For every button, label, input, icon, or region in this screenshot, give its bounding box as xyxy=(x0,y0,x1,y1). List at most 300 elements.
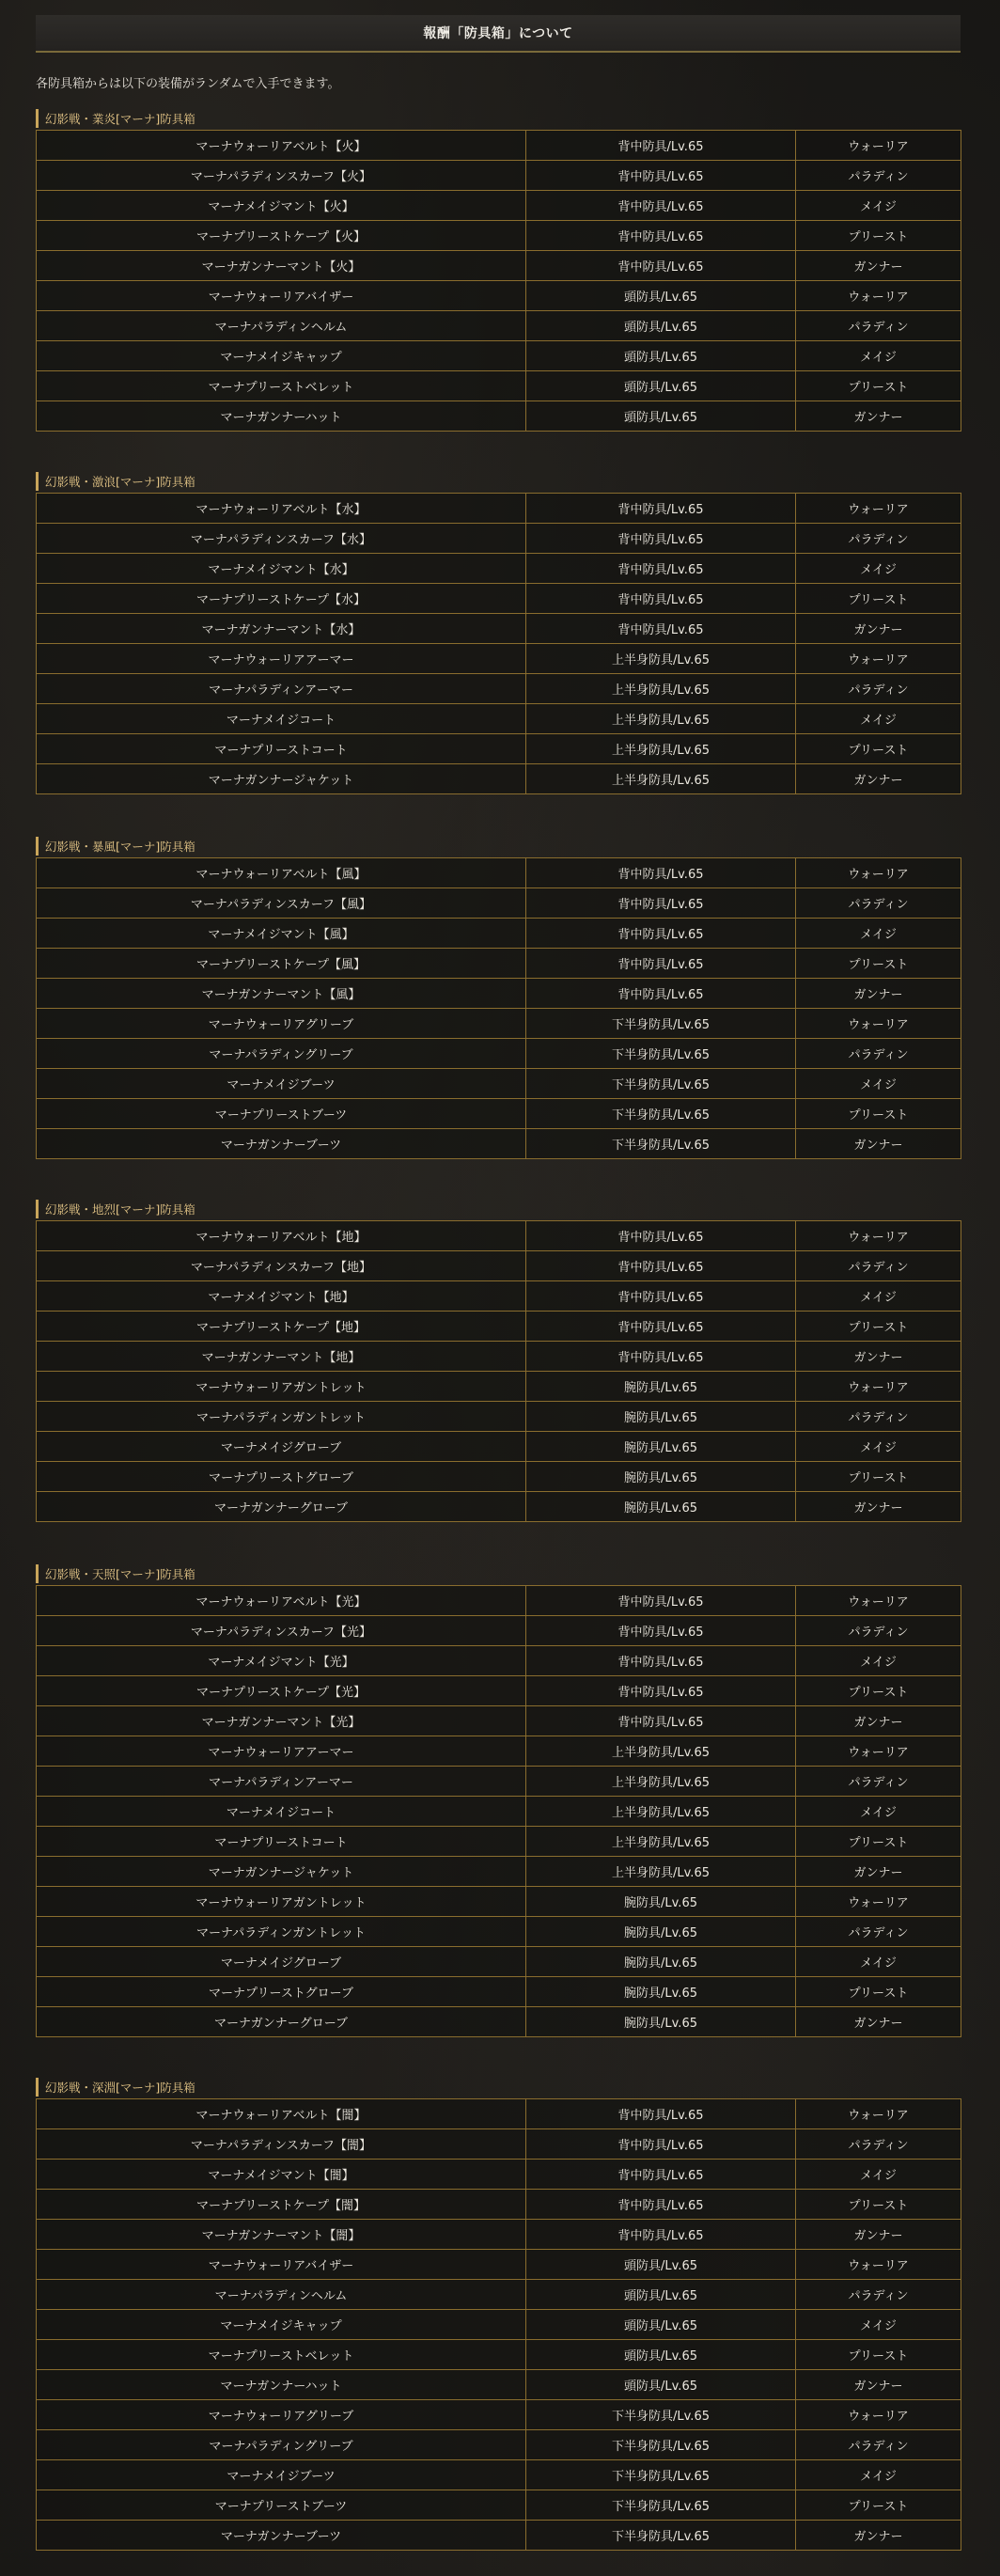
table-row xyxy=(37,888,961,919)
item-class-cell: ウォーリア xyxy=(796,494,961,524)
item-class-cell: ガンナー xyxy=(796,2370,961,2400)
table-row xyxy=(37,1706,961,1736)
table-row xyxy=(37,371,961,401)
item-type-cell: 上半身防具/Lv.65 xyxy=(526,1857,796,1887)
table-row xyxy=(37,1251,961,1281)
item-class-cell: ガンナー xyxy=(796,1342,961,1372)
item-type-cell: 背中防具/Lv.65 xyxy=(526,919,796,949)
item-class-cell: ウォーリア xyxy=(796,1586,961,1616)
table-row xyxy=(37,1432,961,1462)
table-row xyxy=(37,919,961,949)
section-heading: 幻影戦・天照[マーナ]防具箱 xyxy=(36,1564,961,1583)
table-row xyxy=(37,1917,961,1947)
item-type-cell: 背中防具/Lv.65 xyxy=(526,1586,796,1616)
item-type-cell: 上半身防具/Lv.65 xyxy=(526,1767,796,1797)
item-type-cell: 背中防具/Lv.65 xyxy=(526,584,796,614)
item-name-cell: マーナパラディンスカーフ【闇】 xyxy=(37,2129,526,2160)
item-name-cell: マーナプリーストグローブ xyxy=(37,1977,526,2007)
item-class-cell: ガンナー xyxy=(796,1706,961,1736)
table-row xyxy=(37,2250,961,2280)
item-name-cell: マーナウォーリアバイザー xyxy=(37,281,526,311)
item-type-cell: 頭防具/Lv.65 xyxy=(526,401,796,432)
item-type-cell: 背中防具/Lv.65 xyxy=(526,191,796,221)
table-row xyxy=(37,2160,961,2190)
table-row xyxy=(37,1342,961,1372)
item-type-cell: 背中防具/Lv.65 xyxy=(526,2190,796,2220)
item-name-cell: マーナプリーストグローブ xyxy=(37,1462,526,1492)
table-row xyxy=(37,401,961,432)
item-type-cell: 頭防具/Lv.65 xyxy=(526,2340,796,2370)
item-class-cell: ガンナー xyxy=(796,1857,961,1887)
item-class-cell: プリースト xyxy=(796,2340,961,2370)
table-row xyxy=(37,1887,961,1917)
item-type-cell: 背中防具/Lv.65 xyxy=(526,1221,796,1251)
item-name-cell: マーナガンナーマント【水】 xyxy=(37,614,526,644)
item-name-cell: マーナプリーストケープ【地】 xyxy=(37,1312,526,1342)
table-row xyxy=(37,2400,961,2430)
item-name-cell: マーナメイジマント【風】 xyxy=(37,919,526,949)
item-type-cell: 腕防具/Lv.65 xyxy=(526,1372,796,1402)
table-row xyxy=(37,1586,961,1616)
item-name-cell: マーナウォーリアベルト【闇】 xyxy=(37,2099,526,2129)
item-name-cell: マーナプリーストケープ【闇】 xyxy=(37,2190,526,2220)
item-type-cell: 背中防具/Lv.65 xyxy=(526,1342,796,1372)
item-name-cell: マーナガンナーマント【光】 xyxy=(37,1706,526,1736)
item-class-cell: ガンナー xyxy=(796,764,961,794)
item-class-cell: ウォーリア xyxy=(796,2099,961,2129)
item-class-cell: パラディン xyxy=(796,2430,961,2460)
item-name-cell: マーナメイジマント【火】 xyxy=(37,191,526,221)
item-class-cell: パラディン xyxy=(796,888,961,919)
item-type-cell: 上半身防具/Lv.65 xyxy=(526,734,796,764)
item-name-cell: マーナパラディンスカーフ【地】 xyxy=(37,1251,526,1281)
items-table xyxy=(36,1585,961,2037)
item-class-cell: パラディン xyxy=(796,674,961,704)
item-class-cell: パラディン xyxy=(796,311,961,341)
armor-box-section xyxy=(36,1564,961,2037)
table-row xyxy=(37,341,961,371)
table-row xyxy=(37,1646,961,1676)
item-class-cell: メイジ xyxy=(796,554,961,584)
item-name-cell: マーナプリーストベレット xyxy=(37,371,526,401)
item-class-cell: ウォーリア xyxy=(796,858,961,888)
section-heading: 幻影戦・暴風[マーナ]防具箱 xyxy=(36,837,961,856)
table-row xyxy=(37,2190,961,2220)
item-class-cell: ウォーリア xyxy=(796,1887,961,1917)
intro-text: 各防具箱からは以下の装備がランダムで入手できます。 xyxy=(36,77,340,91)
item-name-cell: マーナパラディンヘルム xyxy=(37,311,526,341)
table-row xyxy=(37,1221,961,1251)
item-name-cell: マーナメイジキャップ xyxy=(37,341,526,371)
item-type-cell: 頭防具/Lv.65 xyxy=(526,281,796,311)
item-class-cell: プリースト xyxy=(796,584,961,614)
item-class-cell: ウォーリア xyxy=(796,1221,961,1251)
item-class-cell: ガンナー xyxy=(796,2220,961,2250)
items-table xyxy=(36,2098,961,2551)
item-type-cell: 下半身防具/Lv.65 xyxy=(526,1099,796,1129)
item-name-cell: マーナプリーストベレット xyxy=(37,2340,526,2370)
table-row xyxy=(37,2521,961,2551)
items-table xyxy=(36,1220,961,1522)
item-type-cell: 頭防具/Lv.65 xyxy=(526,2280,796,2310)
item-type-cell: 腕防具/Lv.65 xyxy=(526,1917,796,1947)
item-type-cell: 背中防具/Lv.65 xyxy=(526,2129,796,2160)
item-class-cell: プリースト xyxy=(796,1099,961,1129)
item-name-cell: マーナメイジブーツ xyxy=(37,1069,526,1099)
table-row xyxy=(37,1312,961,1342)
item-class-cell: プリースト xyxy=(796,1977,961,2007)
item-name-cell: マーナガンナーハット xyxy=(37,2370,526,2400)
item-name-cell: マーナプリーストブーツ xyxy=(37,1099,526,1129)
item-type-cell: 頭防具/Lv.65 xyxy=(526,2250,796,2280)
table-row xyxy=(37,524,961,554)
item-name-cell: マーナパラディンスカーフ【風】 xyxy=(37,888,526,919)
item-class-cell: ウォーリア xyxy=(796,2250,961,2280)
item-class-cell: ウォーリア xyxy=(796,644,961,674)
section-heading: 幻影戦・深淵[マーナ]防具箱 xyxy=(36,2078,961,2097)
armor-box-section xyxy=(36,1200,961,1522)
item-class-cell: ガンナー xyxy=(796,1492,961,1522)
item-class-cell: パラディン xyxy=(796,524,961,554)
item-class-cell: メイジ xyxy=(796,1432,961,1462)
item-type-cell: 背中防具/Lv.65 xyxy=(526,554,796,584)
armor-box-section xyxy=(36,109,961,432)
table-row xyxy=(37,1616,961,1646)
item-class-cell: プリースト xyxy=(796,2190,961,2220)
item-name-cell: マーナガンナーグローブ xyxy=(37,2007,526,2037)
items-table xyxy=(36,493,961,794)
table-row xyxy=(37,584,961,614)
item-type-cell: 下半身防具/Lv.65 xyxy=(526,2490,796,2521)
item-type-cell: 背中防具/Lv.65 xyxy=(526,1706,796,1736)
table-row xyxy=(37,2280,961,2310)
item-class-cell: ウォーリア xyxy=(796,131,961,161)
item-type-cell: 上半身防具/Lv.65 xyxy=(526,1827,796,1857)
item-class-cell: メイジ xyxy=(796,1797,961,1827)
item-class-cell: プリースト xyxy=(796,2490,961,2521)
item-name-cell: マーナプリーストコート xyxy=(37,734,526,764)
item-name-cell: マーナメイジマント【地】 xyxy=(37,1281,526,1312)
item-name-cell: マーナガンナーマント【地】 xyxy=(37,1342,526,1372)
item-class-cell: ガンナー xyxy=(796,1129,961,1159)
item-type-cell: 腕防具/Lv.65 xyxy=(526,1492,796,1522)
item-name-cell: マーナメイジコート xyxy=(37,704,526,734)
item-name-cell: マーナメイジグローブ xyxy=(37,1432,526,1462)
item-class-cell: ウォーリア xyxy=(796,281,961,311)
table-row xyxy=(37,2340,961,2370)
item-name-cell: マーナメイジマント【闇】 xyxy=(37,2160,526,2190)
item-class-cell: プリースト xyxy=(796,1827,961,1857)
item-class-cell: プリースト xyxy=(796,734,961,764)
item-type-cell: 背中防具/Lv.65 xyxy=(526,1616,796,1646)
item-class-cell: パラディン xyxy=(796,161,961,191)
armor-box-section xyxy=(36,837,961,1159)
item-name-cell: マーナガンナーブーツ xyxy=(37,2521,526,2551)
item-class-cell: ガンナー xyxy=(796,614,961,644)
item-name-cell: マーナプリーストケープ【光】 xyxy=(37,1676,526,1706)
item-class-cell: メイジ xyxy=(796,341,961,371)
table-row xyxy=(37,554,961,584)
item-class-cell: パラディン xyxy=(796,1767,961,1797)
table-row xyxy=(37,1736,961,1767)
item-class-cell: メイジ xyxy=(796,919,961,949)
table-row xyxy=(37,1009,961,1039)
item-class-cell: パラディン xyxy=(796,1917,961,1947)
item-type-cell: 下半身防具/Lv.65 xyxy=(526,2521,796,2551)
table-row xyxy=(37,2099,961,2129)
item-type-cell: 上半身防具/Lv.65 xyxy=(526,1797,796,1827)
item-class-cell: ウォーリア xyxy=(796,1372,961,1402)
table-row xyxy=(37,2310,961,2340)
table-row xyxy=(37,704,961,734)
item-class-cell: プリースト xyxy=(796,221,961,251)
item-type-cell: 頭防具/Lv.65 xyxy=(526,341,796,371)
item-class-cell: メイジ xyxy=(796,191,961,221)
item-type-cell: 下半身防具/Lv.65 xyxy=(526,2430,796,2460)
item-name-cell: マーナウォーリアベルト【光】 xyxy=(37,1586,526,1616)
item-type-cell: 背中防具/Lv.65 xyxy=(526,2160,796,2190)
table-row xyxy=(37,2460,961,2490)
item-class-cell: ウォーリア xyxy=(796,1736,961,1767)
item-name-cell: マーナウォーリアアーマー xyxy=(37,1736,526,1767)
item-type-cell: 背中防具/Lv.65 xyxy=(526,161,796,191)
item-type-cell: 頭防具/Lv.65 xyxy=(526,311,796,341)
table-row xyxy=(37,1281,961,1312)
item-class-cell: プリースト xyxy=(796,1312,961,1342)
item-class-cell: プリースト xyxy=(796,1676,961,1706)
items-table xyxy=(36,857,961,1159)
item-class-cell: ガンナー xyxy=(796,251,961,281)
table-row xyxy=(37,221,961,251)
table-row xyxy=(37,1797,961,1827)
item-class-cell: パラディン xyxy=(796,2280,961,2310)
item-type-cell: 背中防具/Lv.65 xyxy=(526,524,796,554)
item-name-cell: マーナメイジグローブ xyxy=(37,1947,526,1977)
item-name-cell: マーナウォーリアグリーブ xyxy=(37,1009,526,1039)
item-class-cell: メイジ xyxy=(796,704,961,734)
item-type-cell: 背中防具/Lv.65 xyxy=(526,858,796,888)
item-type-cell: 上半身防具/Lv.65 xyxy=(526,674,796,704)
table-row xyxy=(37,2220,961,2250)
item-type-cell: 背中防具/Lv.65 xyxy=(526,1281,796,1312)
item-class-cell: メイジ xyxy=(796,2160,961,2190)
items-table xyxy=(36,130,961,432)
table-row xyxy=(37,1099,961,1129)
item-type-cell: 頭防具/Lv.65 xyxy=(526,2310,796,2340)
item-class-cell: ガンナー xyxy=(796,2007,961,2037)
item-type-cell: 背中防具/Lv.65 xyxy=(526,2220,796,2250)
item-name-cell: マーナメイジブーツ xyxy=(37,2460,526,2490)
item-name-cell: マーナガンナーマント【火】 xyxy=(37,251,526,281)
item-type-cell: 背中防具/Lv.65 xyxy=(526,1646,796,1676)
table-row xyxy=(37,1767,961,1797)
item-name-cell: マーナガンナーブーツ xyxy=(37,1129,526,1159)
table-row xyxy=(37,949,961,979)
item-type-cell: 上半身防具/Lv.65 xyxy=(526,764,796,794)
item-class-cell: プリースト xyxy=(796,1462,961,1492)
table-row xyxy=(37,1827,961,1857)
item-class-cell: メイジ xyxy=(796,1646,961,1676)
section-heading: 幻影戦・業炎[マーナ]防具箱 xyxy=(36,109,961,128)
item-name-cell: マーナプリーストブーツ xyxy=(37,2490,526,2521)
item-name-cell: マーナメイジマント【水】 xyxy=(37,554,526,584)
item-type-cell: 背中防具/Lv.65 xyxy=(526,1312,796,1342)
item-name-cell: マーナプリーストケープ【火】 xyxy=(37,221,526,251)
table-row xyxy=(37,191,961,221)
item-type-cell: 上半身防具/Lv.65 xyxy=(526,644,796,674)
item-name-cell: マーナウォーリアベルト【地】 xyxy=(37,1221,526,1251)
table-row xyxy=(37,2007,961,2037)
table-row xyxy=(37,281,961,311)
item-name-cell: マーナウォーリアガントレット xyxy=(37,1887,526,1917)
item-name-cell: マーナパラディングリーブ xyxy=(37,2430,526,2460)
page-title-text: 報酬「防具箱」について xyxy=(423,26,573,41)
item-class-cell: ウォーリア xyxy=(796,2400,961,2430)
item-name-cell: マーナパラディンアーマー xyxy=(37,1767,526,1797)
item-name-cell: マーナウォーリアガントレット xyxy=(37,1372,526,1402)
item-type-cell: 背中防具/Lv.65 xyxy=(526,888,796,919)
item-type-cell: 背中防具/Lv.65 xyxy=(526,221,796,251)
item-class-cell: パラディン xyxy=(796,1251,961,1281)
table-row xyxy=(37,1069,961,1099)
item-class-cell: パラディン xyxy=(796,1402,961,1432)
item-name-cell: マーナプリーストケープ【風】 xyxy=(37,949,526,979)
table-row xyxy=(37,858,961,888)
table-row xyxy=(37,1857,961,1887)
table-row xyxy=(37,2430,961,2460)
item-type-cell: 上半身防具/Lv.65 xyxy=(526,1736,796,1767)
item-class-cell: メイジ xyxy=(796,1281,961,1312)
table-row xyxy=(37,1676,961,1706)
table-row xyxy=(37,311,961,341)
item-name-cell: マーナウォーリアバイザー xyxy=(37,2250,526,2280)
item-type-cell: 背中防具/Lv.65 xyxy=(526,2099,796,2129)
item-name-cell: マーナガンナージャケット xyxy=(37,764,526,794)
item-type-cell: 背中防具/Lv.65 xyxy=(526,949,796,979)
item-type-cell: 背中防具/Lv.65 xyxy=(526,1251,796,1281)
item-name-cell: マーナパラディンアーマー xyxy=(37,674,526,704)
item-class-cell: メイジ xyxy=(796,2310,961,2340)
item-class-cell: ウォーリア xyxy=(796,1009,961,1039)
item-type-cell: 上半身防具/Lv.65 xyxy=(526,704,796,734)
armor-box-section xyxy=(36,2078,961,2551)
table-row xyxy=(37,251,961,281)
item-name-cell: マーナガンナーグローブ xyxy=(37,1492,526,1522)
table-row xyxy=(37,1039,961,1069)
item-class-cell: ガンナー xyxy=(796,979,961,1009)
item-name-cell: マーナパラディンスカーフ【光】 xyxy=(37,1616,526,1646)
page-title xyxy=(36,15,961,53)
item-type-cell: 腕防具/Lv.65 xyxy=(526,1947,796,1977)
table-row xyxy=(37,644,961,674)
item-name-cell: マーナパラディンガントレット xyxy=(37,1402,526,1432)
table-row xyxy=(37,1372,961,1402)
item-name-cell: マーナパラディングリーブ xyxy=(37,1039,526,1069)
table-row xyxy=(37,2129,961,2160)
item-type-cell: 腕防具/Lv.65 xyxy=(526,1402,796,1432)
item-name-cell: マーナメイジマント【光】 xyxy=(37,1646,526,1676)
item-class-cell: ガンナー xyxy=(796,2521,961,2551)
table-row xyxy=(37,614,961,644)
item-class-cell: メイジ xyxy=(796,2460,961,2490)
item-type-cell: 下半身防具/Lv.65 xyxy=(526,1129,796,1159)
item-type-cell: 腕防具/Lv.65 xyxy=(526,1887,796,1917)
table-row xyxy=(37,1462,961,1492)
section-heading: 幻影戦・地烈[マーナ]防具箱 xyxy=(36,1200,961,1218)
item-name-cell: マーナウォーリアベルト【水】 xyxy=(37,494,526,524)
table-row xyxy=(37,1129,961,1159)
table-row xyxy=(37,1947,961,1977)
item-type-cell: 下半身防具/Lv.65 xyxy=(526,1009,796,1039)
item-name-cell: マーナウォーリアベルト【風】 xyxy=(37,858,526,888)
item-name-cell: マーナウォーリアグリーブ xyxy=(37,2400,526,2430)
item-class-cell: ガンナー xyxy=(796,401,961,432)
table-row xyxy=(37,1402,961,1432)
item-name-cell: マーナガンナージャケット xyxy=(37,1857,526,1887)
item-type-cell: 背中防具/Lv.65 xyxy=(526,614,796,644)
item-name-cell: マーナウォーリアアーマー xyxy=(37,644,526,674)
item-type-cell: 腕防具/Lv.65 xyxy=(526,2007,796,2037)
item-name-cell: マーナパラディンスカーフ【火】 xyxy=(37,161,526,191)
item-type-cell: 背中防具/Lv.65 xyxy=(526,251,796,281)
item-type-cell: 下半身防具/Lv.65 xyxy=(526,2460,796,2490)
item-type-cell: 頭防具/Lv.65 xyxy=(526,371,796,401)
item-type-cell: 背中防具/Lv.65 xyxy=(526,1676,796,1706)
item-type-cell: 腕防具/Lv.65 xyxy=(526,1462,796,1492)
section-heading: 幻影戦・激浪[マーナ]防具箱 xyxy=(36,472,961,491)
item-class-cell: パラディン xyxy=(796,1616,961,1646)
item-name-cell: マーナガンナーマント【風】 xyxy=(37,979,526,1009)
item-name-cell: マーナメイジキャップ xyxy=(37,2310,526,2340)
item-name-cell: マーナパラディンガントレット xyxy=(37,1917,526,1947)
table-row xyxy=(37,979,961,1009)
item-type-cell: 腕防具/Lv.65 xyxy=(526,1977,796,2007)
table-row xyxy=(37,1492,961,1522)
item-name-cell: マーナウォーリアベルト【火】 xyxy=(37,131,526,161)
armor-box-section xyxy=(36,472,961,794)
table-row xyxy=(37,1977,961,2007)
item-name-cell: マーナプリーストケープ【水】 xyxy=(37,584,526,614)
table-row xyxy=(37,2490,961,2521)
item-type-cell: 頭防具/Lv.65 xyxy=(526,2370,796,2400)
item-class-cell: パラディン xyxy=(796,1039,961,1069)
table-row xyxy=(37,161,961,191)
item-type-cell: 背中防具/Lv.65 xyxy=(526,131,796,161)
item-name-cell: マーナパラディンヘルム xyxy=(37,2280,526,2310)
item-name-cell: マーナメイジコート xyxy=(37,1797,526,1827)
item-type-cell: 腕防具/Lv.65 xyxy=(526,1432,796,1462)
item-class-cell: メイジ xyxy=(796,1069,961,1099)
item-class-cell: プリースト xyxy=(796,371,961,401)
item-name-cell: マーナプリーストコート xyxy=(37,1827,526,1857)
item-name-cell: マーナガンナーマント【闇】 xyxy=(37,2220,526,2250)
item-type-cell: 背中防具/Lv.65 xyxy=(526,494,796,524)
table-row xyxy=(37,494,961,524)
item-type-cell: 下半身防具/Lv.65 xyxy=(526,1069,796,1099)
table-row xyxy=(37,734,961,764)
item-name-cell: マーナガンナーハット xyxy=(37,401,526,432)
table-row xyxy=(37,131,961,161)
item-type-cell: 下半身防具/Lv.65 xyxy=(526,2400,796,2430)
item-class-cell: メイジ xyxy=(796,1947,961,1977)
table-row xyxy=(37,2370,961,2400)
table-row xyxy=(37,674,961,704)
item-class-cell: プリースト xyxy=(796,949,961,979)
item-type-cell: 下半身防具/Lv.65 xyxy=(526,1039,796,1069)
table-row xyxy=(37,764,961,794)
item-type-cell: 背中防具/Lv.65 xyxy=(526,979,796,1009)
item-class-cell: パラディン xyxy=(796,2129,961,2160)
